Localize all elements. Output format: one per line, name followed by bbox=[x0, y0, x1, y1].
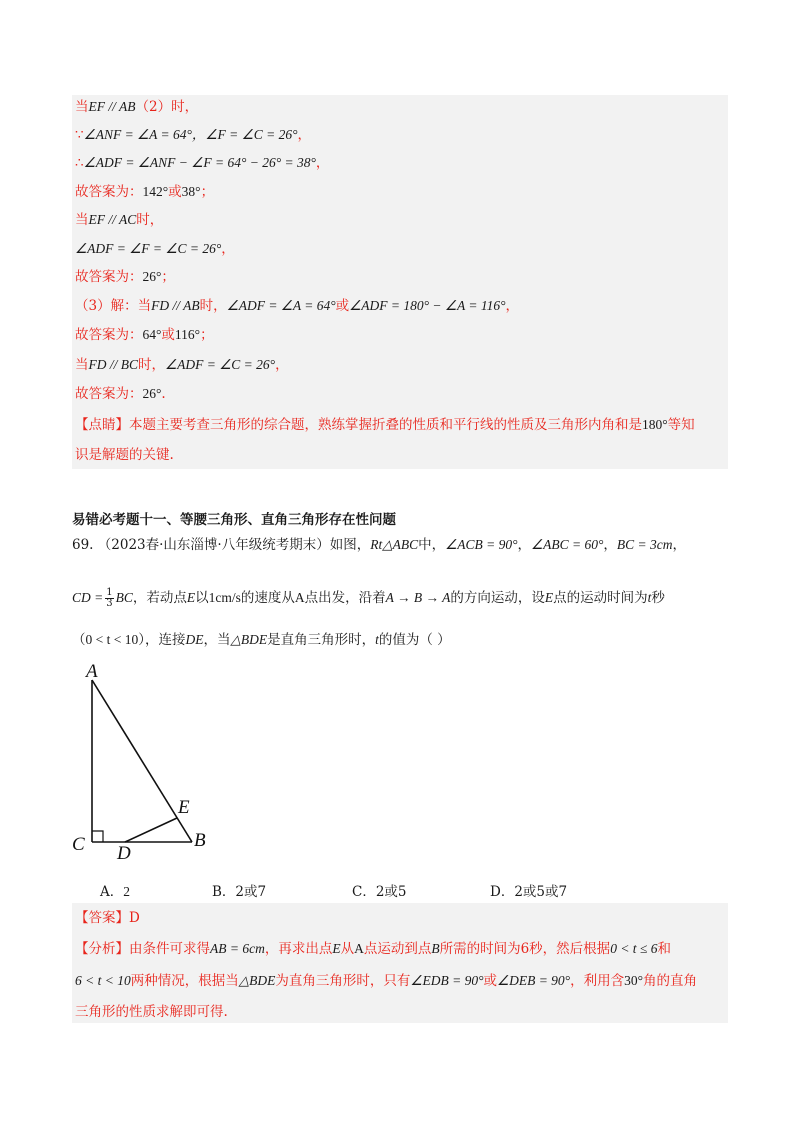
option-letter: B． bbox=[212, 884, 236, 900]
text: ，连接 bbox=[144, 632, 186, 648]
solution-line-10 bbox=[75, 356, 289, 374]
text: 或 bbox=[335, 298, 350, 314]
option-letter: D． bbox=[490, 884, 515, 900]
math: 116° bbox=[174, 327, 201, 342]
text: 识是解题的关键. bbox=[75, 447, 174, 463]
text: 故答案为： bbox=[75, 269, 143, 285]
text: 故答案为： bbox=[75, 327, 143, 343]
option-a[interactable] bbox=[100, 880, 130, 900]
numerator: 1 bbox=[106, 587, 113, 598]
math: 26° bbox=[142, 269, 162, 284]
section-heading: 易错必考题十一、等腰三角形、直角三角形存在性问题 bbox=[72, 512, 396, 528]
option-c[interactable] bbox=[352, 880, 407, 900]
text: 的速度从 bbox=[240, 590, 295, 606]
solution-line-7 bbox=[75, 268, 175, 286]
text: 从 bbox=[340, 941, 355, 957]
label-c: C bbox=[72, 834, 85, 855]
solution-line-11 bbox=[75, 385, 166, 403]
solution-line-6 bbox=[75, 240, 235, 258]
text: 两种情况，根据当 bbox=[130, 973, 239, 989]
option-letter: A． bbox=[100, 884, 124, 900]
option-text: 2或5或7 bbox=[514, 884, 568, 900]
option-text: 2或7 bbox=[235, 884, 267, 900]
math: BC = 3cm bbox=[616, 537, 673, 552]
text: . bbox=[161, 386, 166, 402]
math: ∠ADF = ∠F = ∠C = 26° bbox=[75, 241, 222, 256]
text: （2）时， bbox=[135, 99, 199, 115]
math: ∠ABC = 60° bbox=[530, 537, 604, 552]
text: 点运动到点 bbox=[363, 941, 432, 957]
solution-line-4 bbox=[75, 183, 214, 201]
math: ∠ADF = ∠ANF − ∠F = 64° − 26° = 38° bbox=[83, 155, 316, 170]
math: E bbox=[332, 941, 341, 956]
text: （3）解：当 bbox=[75, 298, 152, 314]
math: DE bbox=[185, 632, 204, 647]
math: 6 < t < 10 bbox=[75, 973, 131, 988]
text: 的值为（ ） bbox=[378, 632, 451, 648]
math: A bbox=[294, 590, 305, 605]
math: E bbox=[544, 590, 554, 605]
math: 142° bbox=[142, 184, 169, 199]
question-line-2 bbox=[72, 588, 665, 609]
solution-line-8 bbox=[75, 297, 519, 315]
label-a: A bbox=[86, 661, 98, 682]
math: 30° bbox=[624, 973, 643, 988]
fraction bbox=[105, 588, 113, 609]
text: 时， bbox=[136, 212, 164, 228]
text: 点出发，沿着 bbox=[304, 590, 386, 606]
comment-line-1 bbox=[75, 416, 695, 434]
text: 由条件可求得 bbox=[129, 941, 210, 957]
math: ∠EDB = 90° bbox=[410, 973, 484, 988]
therefore-symbol: ∴ bbox=[75, 155, 84, 171]
answer-label: 【答案】 bbox=[75, 910, 129, 926]
right-angle-mark bbox=[92, 831, 103, 842]
text: 为直角三角形时，只有 bbox=[275, 973, 411, 989]
text: 故答案为： bbox=[75, 386, 143, 402]
math: 0 < t ≤ 6 bbox=[610, 941, 658, 956]
math: A → B → A bbox=[385, 590, 451, 605]
math: 26° bbox=[142, 386, 162, 401]
math: AB = 6cm bbox=[210, 941, 265, 956]
text: 秒 bbox=[651, 590, 665, 606]
question-number: 69. bbox=[72, 537, 94, 553]
math: FD // AB bbox=[151, 298, 200, 313]
solution-line-1 bbox=[75, 98, 198, 116]
text: 以 bbox=[195, 590, 209, 606]
question-line-1 bbox=[72, 536, 686, 554]
math: B bbox=[431, 941, 440, 956]
side-ab bbox=[92, 680, 192, 842]
math: △BDE bbox=[230, 632, 268, 647]
text: 当 bbox=[75, 99, 89, 115]
label-d: D bbox=[117, 843, 131, 864]
option-text: 2或5 bbox=[375, 884, 407, 900]
text: ，利用含 bbox=[570, 973, 625, 989]
math: BC bbox=[115, 590, 133, 605]
solution-line-3 bbox=[75, 154, 329, 172]
analysis-line-1 bbox=[75, 940, 671, 958]
math: t bbox=[647, 590, 652, 605]
math: FD // BC bbox=[88, 357, 138, 372]
math: CD = bbox=[72, 590, 104, 605]
math: A bbox=[354, 941, 364, 956]
text: 的方向运动，设 bbox=[450, 590, 545, 606]
text: 或 bbox=[161, 327, 175, 343]
text: 等知 bbox=[667, 417, 695, 433]
option-letter: C． bbox=[352, 884, 376, 900]
math: ∠ADF = ∠C = 26° bbox=[165, 357, 276, 372]
text: 角的直角 bbox=[642, 973, 697, 989]
analysis-line-2 bbox=[75, 972, 697, 990]
math: ∠DEB = 90° bbox=[496, 973, 571, 988]
text: 点的运动时间为 bbox=[553, 590, 648, 606]
text: ， bbox=[221, 241, 235, 257]
math: EF // AC bbox=[88, 212, 137, 227]
option-d[interactable] bbox=[490, 880, 567, 900]
math: ∠ADF = ∠A = 64° bbox=[226, 298, 336, 313]
text: 时， bbox=[199, 298, 227, 314]
math: （0 < t < 10） bbox=[72, 632, 145, 647]
math: 38° bbox=[181, 184, 201, 199]
text: ， bbox=[297, 127, 311, 143]
text: 和 bbox=[657, 941, 671, 957]
text: 或 bbox=[168, 184, 182, 200]
analysis-label: 【分析】 bbox=[75, 941, 129, 957]
analysis-line-3 bbox=[75, 1003, 228, 1021]
math: Rt△ABC bbox=[370, 537, 419, 552]
math: EF // AB bbox=[88, 99, 136, 114]
option-text: 2 bbox=[123, 884, 130, 899]
text: ，当 bbox=[203, 632, 231, 648]
question-line-3 bbox=[72, 631, 451, 649]
math: ∠ANF = ∠A = 64°，∠F = ∠C = 26° bbox=[83, 127, 298, 142]
answer-value: D bbox=[129, 910, 140, 926]
text: 或 bbox=[483, 973, 497, 989]
text: （2023春·山东淄博·八年级统考期末）如图， bbox=[97, 537, 371, 553]
text: ，若动点 bbox=[132, 590, 187, 606]
text: ， bbox=[315, 155, 330, 171]
text: 故答案为： bbox=[75, 184, 143, 200]
math: t bbox=[375, 632, 379, 647]
solution-line-2 bbox=[75, 126, 311, 144]
text: 当 bbox=[75, 357, 89, 373]
text: ，再求出点 bbox=[264, 941, 333, 957]
math: ∠ACB = 90° bbox=[445, 537, 518, 552]
text: ； bbox=[161, 269, 175, 285]
text: 所需的时间为6秒，然后根据 bbox=[439, 941, 611, 957]
math: 64° bbox=[142, 327, 162, 342]
text: 中， bbox=[418, 537, 446, 553]
math: 180° bbox=[642, 417, 668, 432]
comment-line-2 bbox=[75, 446, 174, 464]
math: E bbox=[186, 590, 196, 605]
label-b: B bbox=[194, 830, 206, 851]
label-e: E bbox=[178, 797, 190, 818]
text: 当 bbox=[75, 212, 89, 228]
text: ； bbox=[200, 327, 214, 343]
text: ， bbox=[275, 357, 289, 373]
text: 是直角三角形时， bbox=[267, 632, 376, 648]
text: ， bbox=[672, 537, 686, 553]
text: ； bbox=[200, 184, 215, 200]
because-symbol: ∵ bbox=[75, 127, 84, 143]
solution-line-5 bbox=[75, 211, 163, 229]
math: △BDE bbox=[238, 973, 276, 988]
segment-de bbox=[125, 818, 177, 842]
math: ∠ADF = 180° − ∠A = 116° bbox=[349, 298, 506, 313]
text: ， bbox=[505, 298, 519, 314]
option-b[interactable] bbox=[212, 880, 266, 900]
text: 【点睛】本题主要考查三角形的综合题，熟练掌握折叠的性质和平行线的性质及三角形内角和是 bbox=[75, 417, 642, 433]
text: ， bbox=[517, 537, 531, 553]
math: 1cm/s bbox=[208, 590, 241, 605]
text: ， bbox=[603, 537, 617, 553]
text: 三角形的性质求解即可得. bbox=[75, 1004, 228, 1020]
denominator: 3 bbox=[106, 598, 113, 609]
answer-line bbox=[75, 909, 140, 927]
solution-line-9 bbox=[75, 326, 214, 344]
text: 时， bbox=[138, 357, 165, 373]
triangle-figure bbox=[70, 660, 220, 865]
